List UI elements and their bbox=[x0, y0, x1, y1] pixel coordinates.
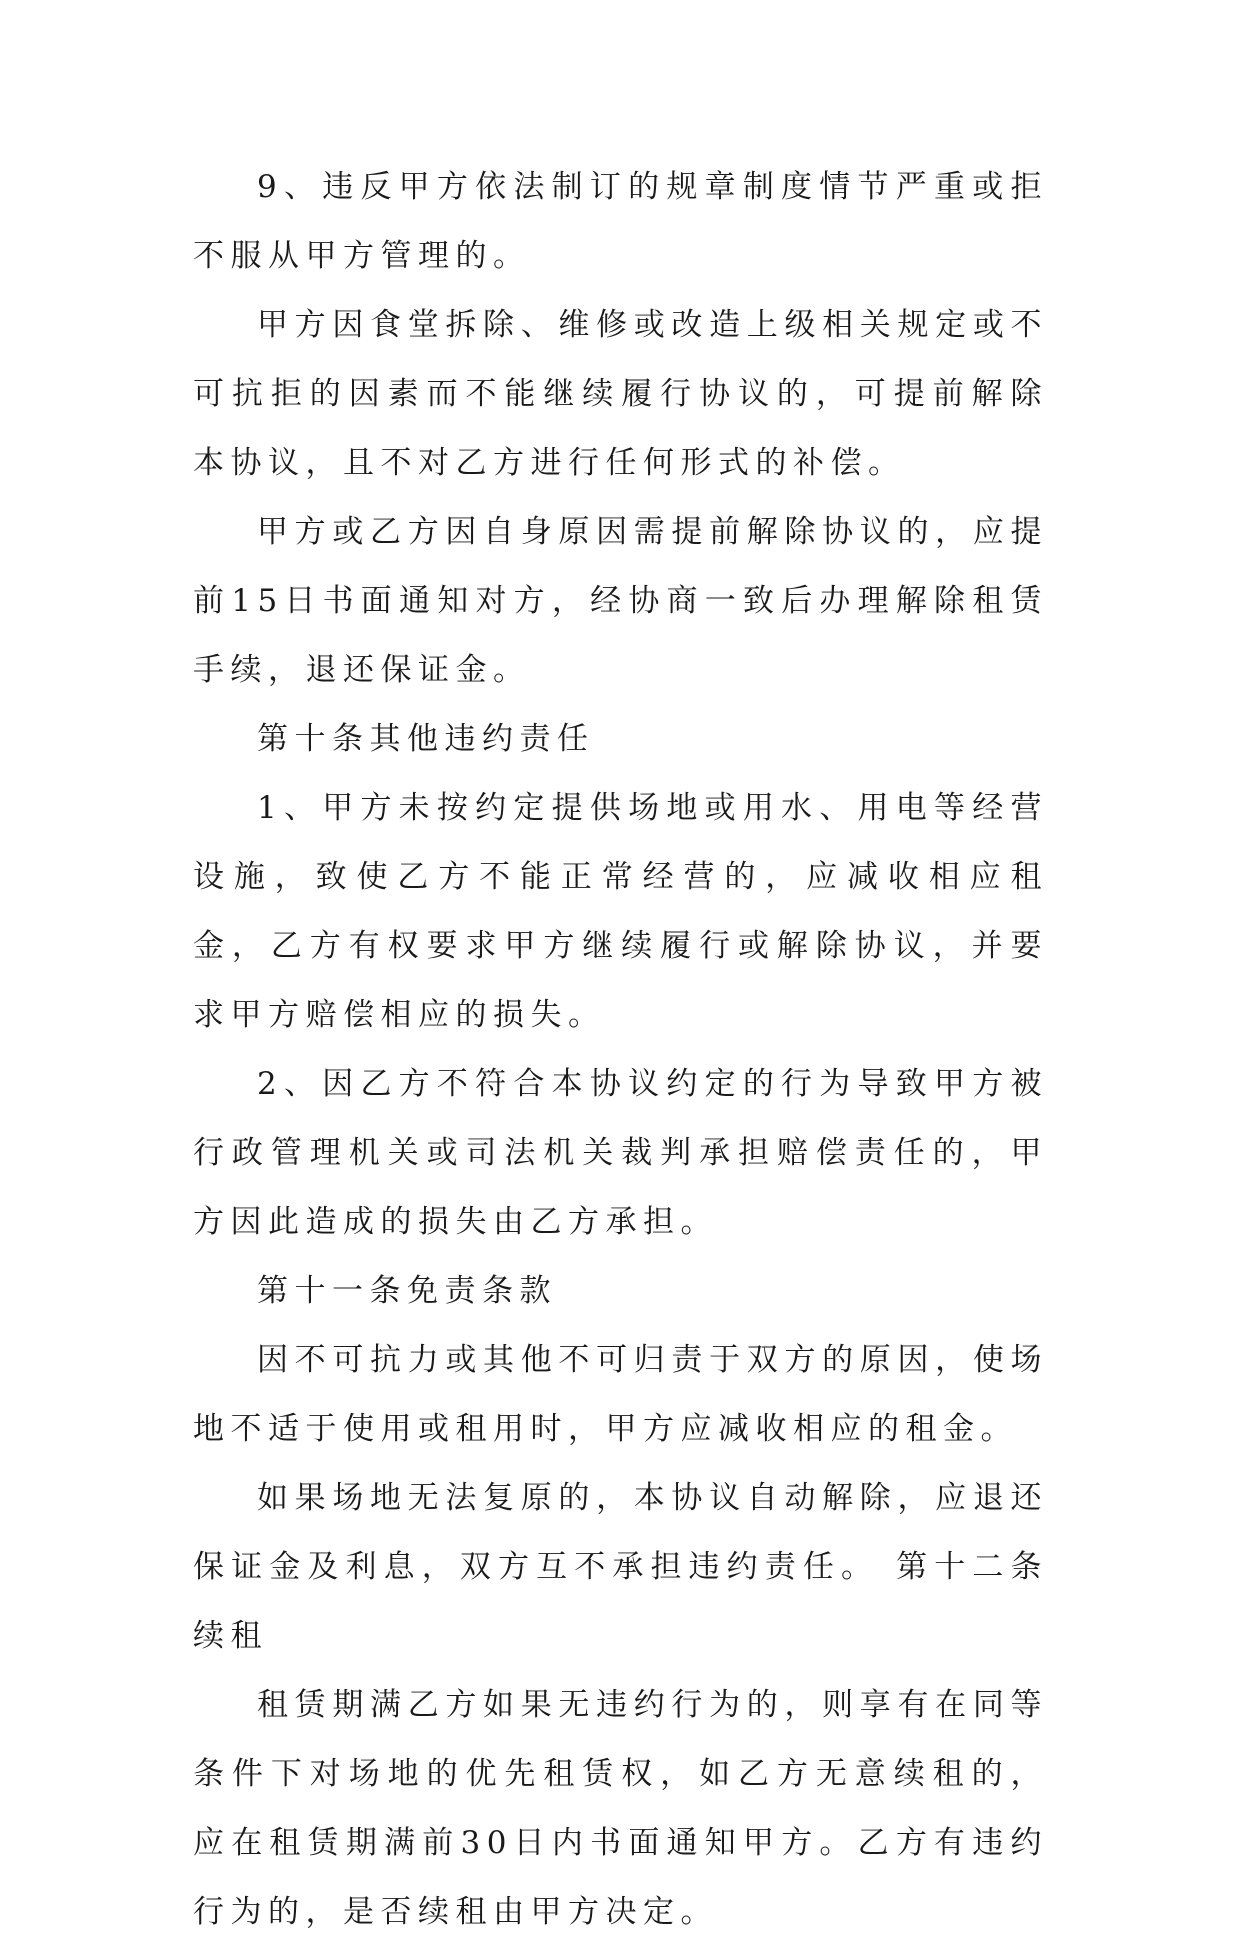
article-11-heading: 第十一条免责条款 bbox=[257, 1273, 557, 1309]
renewal-paragraph: 租赁期满乙方如果无违约行为的，则享有在同等条件下对场地的优先租赁权，如乙方无意续租的，应在租赁期满前30日内书面通知甲方。乙方有违约行为的，是否续租由甲方决定。 bbox=[193, 1687, 1048, 1930]
article-10-item-1: 1、甲方未按约定提供场地或用水、用电等经营设施，致使乙方不能正常经营的，应减收相应租金，乙方有权要求甲方继续履行或解除协议，并要求甲方赔偿相应的损失。 bbox=[193, 790, 1048, 1033]
clause-9-paragraph: 9、违反甲方依法制订的规章制度情节严重或拒不服从甲方管理的。 bbox=[193, 169, 1048, 274]
force-majeure-paragraph: 因不可抗力或其他不可归责于双方的原因，使场地不适于使用或租用时，甲方应减收相应的租金。 bbox=[193, 1342, 1048, 1447]
auto-termination-paragraph: 如果场地无法复原的，本协议自动解除，应退还保证金及利息，双方互不承担违约责任。 第十二条续租 bbox=[193, 1480, 1048, 1654]
article-10-heading: 第十条其他违约责任 bbox=[257, 721, 595, 757]
early-termination-notice-paragraph: 甲方或乙方因自身原因需提前解除协议的，应提前15日书面通知对方，经协商一致后办理解除租赁手续，退还保证金。 bbox=[193, 514, 1048, 688]
document-body bbox=[193, 153, 1048, 1947]
article-10-item-2: 2、因乙方不符合本协议约定的行为导致甲方被行政管理机关或司法机关裁判承担赔偿责任的，甲方因此造成的损失由乙方承担。 bbox=[193, 1066, 1048, 1240]
termination-by-party-a-paragraph: 甲方因食堂拆除、维修或改造上级相关规定或不可抗拒的因素而不能继续履行协议的，可提前解除本协议，且不对乙方进行任何形式的补偿。 bbox=[193, 307, 1048, 481]
